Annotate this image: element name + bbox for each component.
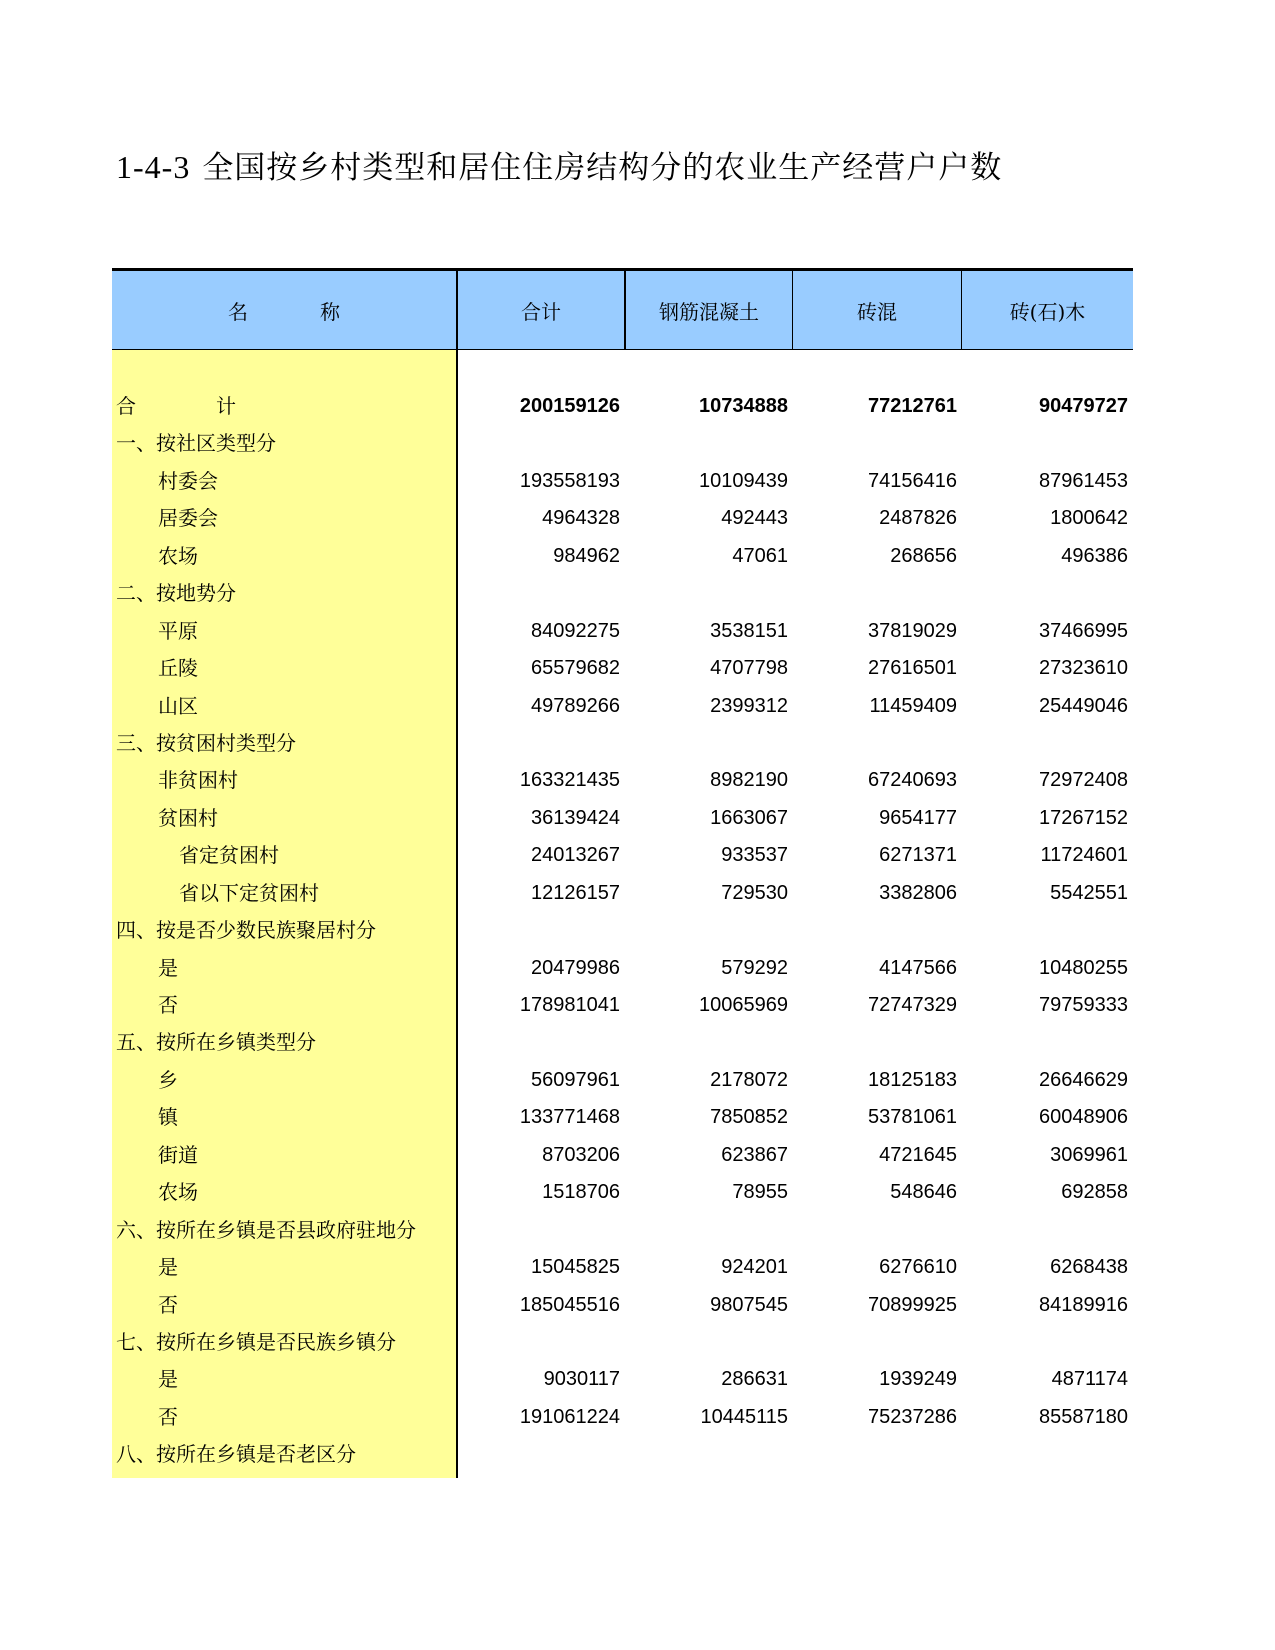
table-row [112, 575, 1133, 612]
row-value [626, 725, 788, 762]
row-label: 五、按所在乡镇类型分 [116, 1030, 316, 1055]
row-label: 否 [158, 993, 178, 1017]
table-row [112, 1399, 1133, 1436]
row-value: 178981041 [519, 994, 620, 1016]
row-value [626, 1024, 788, 1061]
table-row [112, 1212, 1133, 1249]
row-value: 579292 [721, 956, 788, 979]
row-value: 87961453 [1039, 469, 1128, 492]
row-value: 37466995 [1039, 619, 1128, 642]
row-value: 24013267 [531, 844, 620, 867]
table-row [112, 875, 1133, 912]
row-value [626, 1212, 788, 1249]
row-label: 乡 [158, 1067, 178, 1092]
row-label: 二、按地势分 [116, 581, 236, 606]
row-value [793, 725, 957, 762]
row-value: 133771468 [519, 1106, 620, 1129]
row-value: 79759333 [1039, 994, 1128, 1016]
row-value: 3069961 [1050, 1143, 1128, 1166]
row-value: 6271371 [879, 844, 957, 867]
row-label: 镇 [158, 1105, 178, 1130]
row-value [962, 725, 1128, 762]
row-value: 193558193 [519, 469, 620, 492]
row-value: 4871174 [1051, 1368, 1128, 1391]
row-value: 72972408 [1039, 769, 1128, 792]
row-value: 74156416 [868, 469, 957, 492]
row-value: 5542551 [1050, 881, 1128, 904]
row-label: 三、按贫困村类型分 [116, 730, 296, 755]
row-value [458, 1212, 620, 1249]
row-value: 286631 [721, 1368, 788, 1391]
row-value [458, 725, 620, 762]
row-label: 七、按所在乡镇是否民族乡镇分 [116, 1329, 396, 1354]
row-value [458, 575, 620, 612]
table-row [112, 1137, 1133, 1174]
row-label: 六、按所在乡镇是否县政府驻地分 [116, 1217, 416, 1242]
row-value [962, 575, 1128, 612]
row-label: 居委会 [158, 506, 218, 531]
row-value: 11724601 [1040, 844, 1128, 867]
header-name-b: 称 [320, 299, 340, 324]
table-row [112, 463, 1133, 500]
row-value: 984962 [553, 544, 620, 567]
table-row [112, 1436, 1133, 1473]
row-value: 185045516 [519, 1293, 620, 1316]
row-value: 37819029 [868, 619, 957, 642]
row-value: 17267152 [1039, 806, 1128, 829]
row-label: 平原 [158, 618, 198, 643]
row-value [793, 1324, 957, 1361]
row-value [962, 1324, 1128, 1361]
row-value: 60048906 [1039, 1106, 1128, 1129]
row-label: 四、按是否少数民族聚居村分 [116, 918, 376, 943]
table-row [112, 538, 1133, 575]
row-label: 农场 [158, 543, 198, 568]
table-row [112, 1324, 1133, 1361]
row-value [962, 1212, 1128, 1249]
row-label: 是 [158, 1367, 178, 1392]
row-value: 27616501 [868, 657, 957, 680]
row-label: 八、按所在乡镇是否老区分 [116, 1442, 356, 1467]
row-value: 85587180 [1039, 1405, 1128, 1428]
table-header [112, 271, 1133, 350]
row-value: 163321435 [519, 769, 620, 792]
table-row [112, 912, 1133, 949]
row-value: 84092275 [531, 619, 620, 642]
row-value: 2399312 [710, 694, 788, 717]
row-value: 65579682 [531, 657, 620, 680]
table-row [112, 500, 1133, 537]
row-value: 10734888 [699, 395, 788, 417]
row-label: 省定贫困村 [179, 843, 279, 868]
row-value [793, 912, 957, 949]
row-value: 8703206 [542, 1143, 620, 1166]
row-value [626, 1324, 788, 1361]
row-label: 是 [158, 955, 178, 980]
row-value: 191061224 [519, 1405, 620, 1428]
row-value [626, 425, 788, 462]
table-number: 1-4-3 [116, 149, 191, 185]
row-label: 村委会 [158, 468, 218, 493]
row-value: 36139424 [531, 806, 620, 829]
row-value: 10065969 [699, 994, 788, 1016]
row-value [793, 1212, 957, 1249]
row-value: 3538151 [710, 619, 788, 642]
row-value: 548646 [890, 1181, 957, 1204]
row-value: 70899925 [868, 1293, 957, 1316]
row-value: 8982190 [710, 769, 788, 792]
row-value [962, 912, 1128, 949]
row-label: 农场 [158, 1180, 198, 1205]
table-body [112, 388, 1133, 1474]
row-value: 49789266 [531, 694, 620, 717]
row-label: 山区 [158, 693, 198, 718]
row-value [793, 1436, 957, 1473]
row-value: 10109439 [699, 469, 788, 492]
header-total: 合计 [458, 271, 626, 349]
table-row [112, 1174, 1133, 1211]
table-row [112, 613, 1133, 650]
row-value: 26646629 [1039, 1068, 1128, 1091]
row-value: 692858 [1061, 1181, 1128, 1204]
row-value: 2178072 [710, 1068, 788, 1091]
row-value [626, 1436, 788, 1473]
table-row [112, 762, 1133, 799]
row-value: 1663067 [710, 806, 788, 829]
row-value: 200159126 [519, 395, 620, 417]
row-value [458, 425, 620, 462]
row-value: 56097961 [531, 1068, 620, 1091]
row-value: 9030117 [543, 1368, 620, 1391]
row-value [793, 425, 957, 462]
row-value: 78955 [732, 1181, 788, 1204]
table-row [112, 388, 1133, 425]
table-row [112, 1249, 1133, 1286]
row-value: 6276610 [879, 1256, 957, 1279]
row-value [458, 912, 620, 949]
row-value [962, 1436, 1128, 1473]
table-row [112, 950, 1133, 987]
table-row [112, 1361, 1133, 1398]
row-value: 6268438 [1050, 1256, 1128, 1279]
row-label: 是 [158, 1255, 178, 1280]
table-row [112, 725, 1133, 762]
row-value: 67240693 [868, 769, 957, 792]
row-label: 非贫困村 [158, 768, 238, 793]
row-label: 丘陵 [158, 656, 198, 681]
row-value: 12126157 [531, 881, 620, 904]
table-title-text: 全国按乡村类型和居住住房结构分的农业生产经营户户数 [202, 150, 1003, 186]
row-value [626, 912, 788, 949]
row-value [793, 575, 957, 612]
row-value: 7850852 [710, 1106, 788, 1129]
row-value: 729530 [721, 881, 788, 904]
row-value: 90479727 [1039, 395, 1128, 417]
table-row [112, 837, 1133, 874]
row-label: 街道 [158, 1142, 198, 1167]
table-row [112, 1062, 1133, 1099]
row-value [458, 1024, 620, 1061]
row-value: 9654177 [879, 806, 957, 829]
row-value: 492443 [721, 507, 788, 530]
row-value: 3382806 [879, 881, 957, 904]
row-value [458, 1324, 620, 1361]
row-value: 924201 [721, 1256, 788, 1279]
row-value: 10445115 [700, 1405, 788, 1428]
row-value: 11459409 [869, 694, 957, 717]
row-value: 10480255 [1039, 956, 1128, 979]
row-label: 一、按社区类型分 [116, 431, 276, 456]
row-value [962, 1024, 1128, 1061]
row-value: 75237286 [868, 1405, 957, 1428]
row-value: 1939249 [879, 1368, 957, 1391]
page-title [116, 142, 1002, 187]
row-value: 2487826 [879, 507, 957, 530]
row-value: 15045825 [531, 1256, 620, 1279]
header-reinforced-concrete: 钢筋混凝土 [626, 271, 793, 349]
table-row [112, 1024, 1133, 1061]
row-value: 933537 [721, 844, 788, 867]
table-row [112, 650, 1133, 687]
row-value: 4707798 [710, 657, 788, 680]
row-label: 否 [158, 1292, 178, 1317]
row-value: 1518706 [542, 1181, 620, 1204]
header-name-a: 名 [228, 299, 248, 324]
table-row [112, 987, 1133, 1024]
row-value: 18125183 [868, 1068, 957, 1091]
row-value: 1800642 [1050, 507, 1128, 530]
row-value: 84189916 [1039, 1293, 1128, 1316]
row-value: 496386 [1061, 544, 1128, 567]
table-row [112, 688, 1133, 725]
row-value: 4147566 [879, 956, 957, 979]
row-value: 4721645 [879, 1143, 957, 1166]
row-value: 47061 [732, 544, 788, 567]
row-label: 省以下定贫困村 [179, 880, 319, 905]
row-value [458, 1436, 620, 1473]
row-value: 53781061 [868, 1106, 957, 1129]
row-value: 623867 [721, 1143, 788, 1166]
header-brick-stone-wood: 砖(石)木 [1009, 299, 1086, 324]
row-value: 27323610 [1039, 657, 1128, 680]
header-name [112, 271, 458, 349]
row-value: 77212761 [868, 395, 957, 417]
table-row [112, 425, 1133, 462]
table-row [112, 1287, 1133, 1324]
row-value: 20479986 [531, 956, 620, 979]
row-value: 9807545 [710, 1293, 788, 1316]
row-value [626, 575, 788, 612]
row-value: 4964328 [542, 507, 620, 530]
row-value: 268656 [890, 544, 957, 567]
row-label: 否 [158, 1404, 178, 1429]
table-row [112, 800, 1133, 837]
row-value: 25449046 [1039, 694, 1128, 717]
row-label: 合 计 [116, 394, 236, 418]
row-value [962, 425, 1128, 462]
header-brick-concrete: 砖混 [793, 271, 962, 349]
row-value [793, 1024, 957, 1061]
row-value: 72747329 [868, 994, 957, 1016]
table-row [112, 1099, 1133, 1136]
row-label: 贫困村 [158, 805, 218, 830]
